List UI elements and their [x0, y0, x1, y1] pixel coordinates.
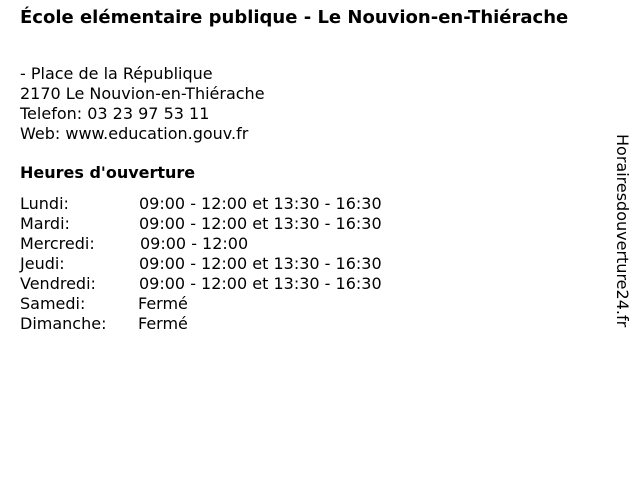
day-label: Lundi: — [20, 194, 69, 213]
city-address: 2170 Le Nouvion-en-Thiérache — [20, 84, 265, 103]
hours-row-saturday — [20, 294, 440, 314]
opening-time: 09:00 - 12:00 et 13:30 - 16:30 — [139, 214, 382, 233]
day-label: Mercredi: — [20, 234, 95, 253]
opening-hours-list — [20, 194, 440, 334]
hours-row-monday — [20, 194, 440, 214]
hours-row-friday — [20, 274, 440, 294]
opening-time: 09:00 - 12:00 et 13:30 - 16:30 — [139, 274, 382, 293]
opening-time: 09:00 - 12:00 et 13:30 - 16:30 — [139, 254, 382, 273]
address-block — [20, 64, 265, 144]
hours-row-wednesday — [20, 234, 440, 254]
website: Web: www.education.gouv.fr — [20, 124, 249, 143]
hours-row-sunday — [20, 314, 440, 334]
day-label: Vendredi: — [20, 274, 96, 293]
hours-row-tuesday — [20, 214, 440, 234]
opening-hours-heading: Heures d'ouverture — [20, 163, 196, 182]
opening-time: 09:00 - 12:00 — [140, 234, 249, 253]
day-label: Jeudi: — [20, 254, 65, 273]
opening-time: 09:00 - 12:00 et 13:30 - 16:30 — [139, 194, 382, 213]
closed-status: Fermé — [138, 294, 188, 313]
day-label: Dimanche: — [20, 314, 107, 333]
street-address: - Place de la République — [20, 64, 213, 83]
hours-row-thursday — [20, 254, 440, 274]
closed-status: Fermé — [138, 314, 188, 333]
site-watermark: Horairesdouverture24.fr — [613, 134, 632, 328]
day-label: Samedi: — [20, 294, 86, 313]
day-label: Mardi: — [20, 214, 70, 233]
phone-number: Telefon: 03 23 97 53 11 — [20, 104, 210, 123]
page-title: École elémentaire publique - Le Nouvion-en-Thiérache — [20, 7, 569, 28]
